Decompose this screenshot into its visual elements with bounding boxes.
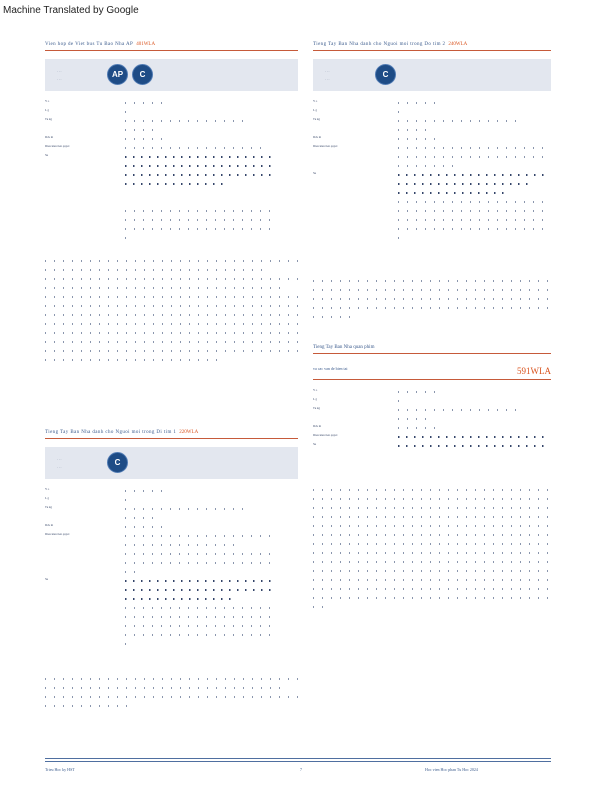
spec-label: Tu kg: [313, 117, 320, 121]
spec-label: Y o: [45, 487, 50, 491]
course-code: 220WLA: [179, 430, 199, 435]
spec-label: Su: [313, 171, 317, 175]
course-spec-table: [313, 99, 551, 269]
college-credit-logo-icon: C: [375, 64, 396, 85]
spec-label: Su: [45, 153, 49, 157]
section-title-text: Tieng Tay Ban Nha danh cho Nguoi moi trong Di tim 1: [45, 430, 177, 435]
section-title-text: Vien hop de Viet bus Tu Bao Nha AP: [45, 42, 134, 47]
spec-label: Tu kg: [45, 117, 52, 121]
spec-label: Dck m: [313, 424, 322, 428]
course-code: 591WLA: [517, 366, 551, 376]
spec-label: Dieu kien tien quyet: [313, 144, 338, 148]
spec-label: Dck m: [45, 135, 54, 139]
ap-logo-icon: AP: [107, 64, 128, 85]
spec-label: L g: [313, 108, 317, 112]
logo-group: [375, 64, 396, 85]
spec-label: Tu kg: [45, 505, 52, 509]
spec-label: Y o: [313, 388, 318, 392]
course-spec-table: [45, 487, 298, 667]
spec-label: Y o: [45, 99, 50, 103]
band-label: · · · · · ·: [57, 70, 62, 82]
course-badge-band: [45, 59, 298, 91]
spec-label: Su: [45, 577, 49, 581]
course-description: [45, 675, 298, 711]
college-credit-logo-icon: C: [132, 64, 153, 85]
course-badge-band: [313, 59, 551, 91]
course-description: [313, 277, 551, 322]
logo-group: [107, 64, 153, 85]
spec-label: Dieu kien tien quyet: [45, 144, 70, 148]
course-section-401wla: [45, 42, 298, 365]
course-section-220wla: [45, 430, 298, 711]
course-description: [313, 486, 551, 612]
college-credit-logo-icon: C: [107, 452, 128, 473]
section-title-text: Tieng Tay Ban Nha quan phim: [313, 345, 375, 350]
section-title-text: Tieng Tay Ban Nha danh cho Nguoi moi trong Do tim 2: [313, 42, 446, 47]
spec-label: Tu kg: [313, 406, 320, 410]
section-title: [313, 345, 551, 354]
course-badge-band: [45, 447, 298, 479]
section-subtitle: va cac van de bien tai: [313, 366, 348, 371]
footer-rule: [45, 758, 551, 762]
spec-label: L g: [313, 397, 317, 401]
course-code: 401WLA: [136, 42, 156, 47]
section-title: [313, 42, 551, 51]
page-number: 7: [300, 767, 302, 772]
course-code: 240WLA: [448, 42, 468, 47]
spec-label: Su: [313, 442, 317, 446]
spec-label: L g: [45, 496, 49, 500]
course-spec-table: [45, 99, 298, 259]
machine-translated-label: Machine Translated by Google: [3, 5, 139, 16]
footer-right: Hoc vien Hoc phan Tu Hoc 2024: [425, 767, 478, 772]
band-label: · · · · · ·: [325, 70, 330, 82]
course-section-591wla: [313, 345, 551, 612]
section-title: [45, 42, 298, 51]
course-description: [45, 257, 298, 365]
logo-group: [107, 452, 128, 473]
footer-left: Trieu Hoc ky HST: [45, 767, 75, 772]
spec-label: Dck m: [313, 135, 322, 139]
section-title: [45, 430, 298, 439]
course-spec-table: [313, 388, 551, 478]
spec-label: Dieu kien tien quyet: [45, 532, 70, 536]
course-section-240wla: [313, 42, 551, 322]
section-subtitle-row: [313, 366, 551, 380]
spec-label: Y o: [313, 99, 318, 103]
band-label: · · · · · ·: [57, 458, 62, 470]
spec-label: Dieu kien tien quyet: [313, 433, 338, 437]
spec-label: Dck m: [45, 523, 54, 527]
spec-label: L g: [45, 108, 49, 112]
